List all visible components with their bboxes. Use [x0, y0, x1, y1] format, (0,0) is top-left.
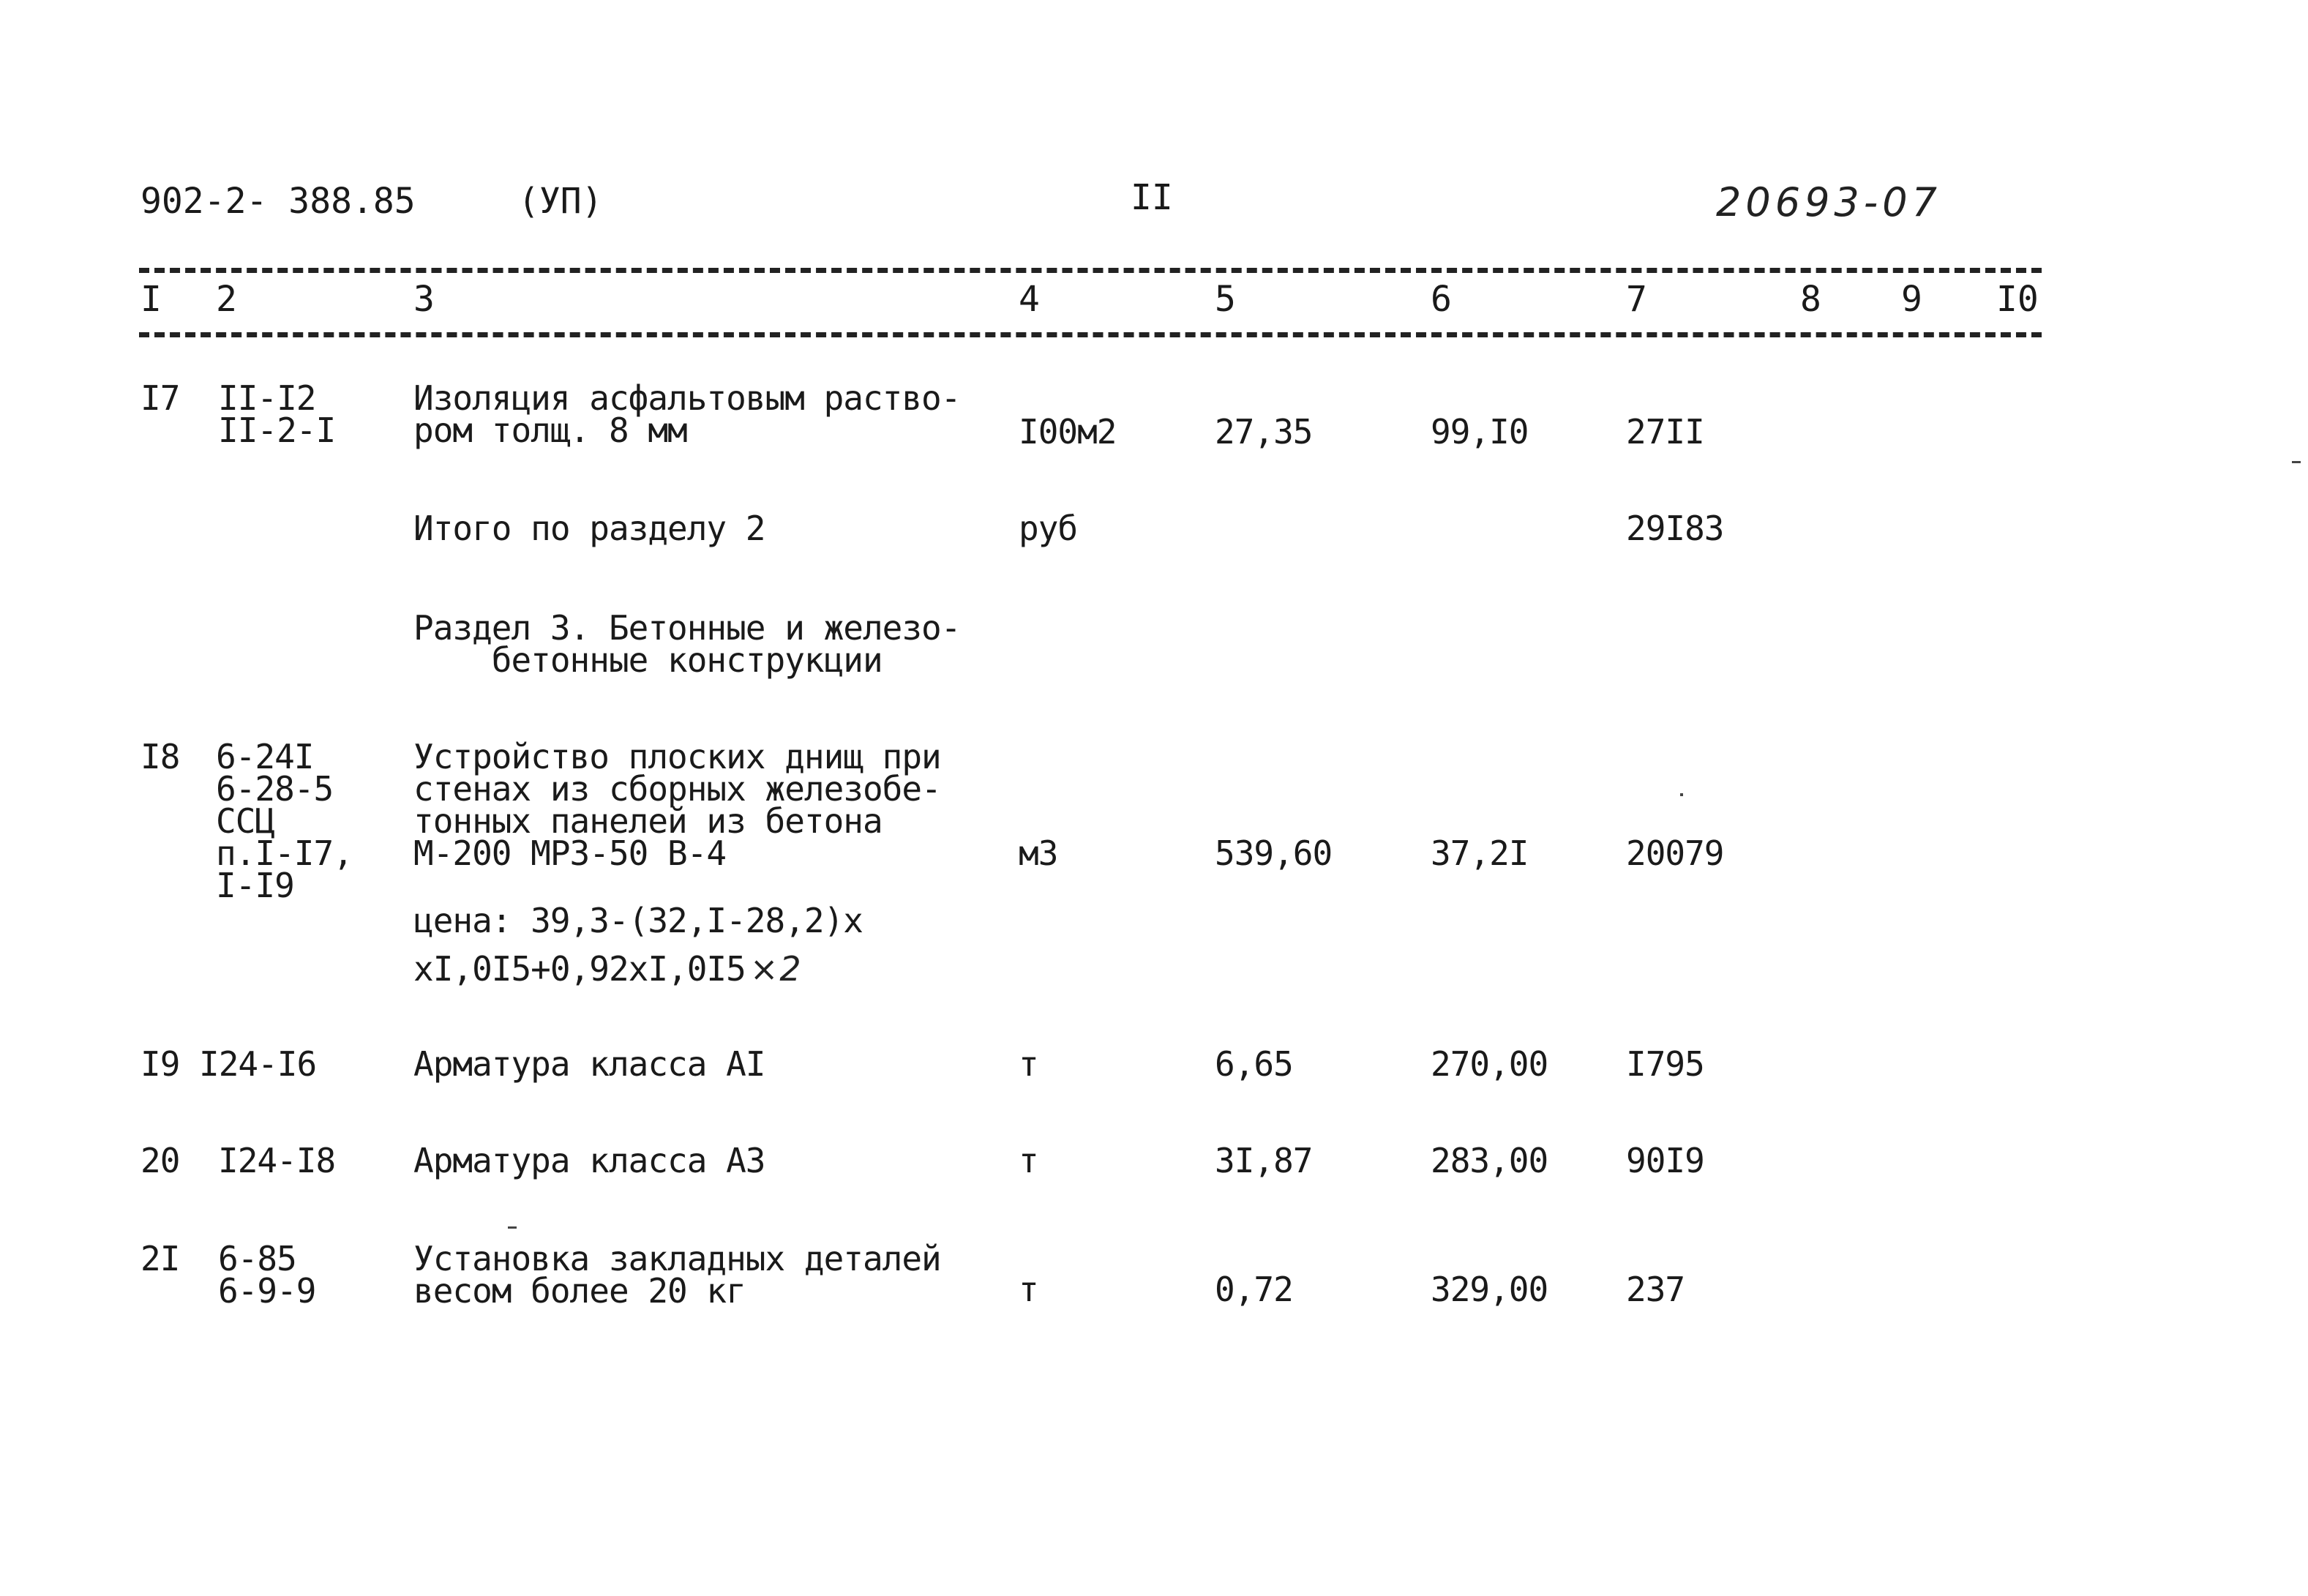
unit-price: 270,00 — [1431, 1044, 1548, 1084]
price-calculation-line — [413, 949, 803, 989]
document-code: 902-2- 388.85 — [140, 181, 416, 222]
section-heading: Раздел 3. Бетонные и железо- бетонные конструкции — [413, 608, 961, 680]
work-description: Арматура класса A3 — [413, 1141, 765, 1180]
quantity: 6,65 — [1215, 1044, 1293, 1084]
column-header: I0 — [1996, 279, 2039, 320]
quantity: 0,72 — [1215, 1270, 1293, 1309]
row-number: I9 — [140, 1044, 180, 1084]
total-cost: 20079 — [1626, 833, 1724, 873]
unit-price: 329,00 — [1431, 1270, 1548, 1309]
row-number: I7 — [140, 378, 180, 418]
unit: руб — [1019, 509, 1078, 548]
unit-price: 37,2I — [1431, 833, 1529, 873]
unit: м3 — [1019, 833, 1058, 873]
column-header: 7 — [1626, 279, 1647, 320]
quantity: 27,35 — [1215, 412, 1313, 452]
unit-price: 99,I0 — [1431, 412, 1529, 452]
work-description: Изоляция асфальтовым раство- ром толщ. 8 мм — [413, 378, 961, 450]
norm-code: 6-85 6-9-9 — [218, 1239, 316, 1311]
table-top-rule — [139, 268, 2042, 273]
total-cost: 90I9 — [1626, 1141, 1704, 1180]
scan-speck — [508, 1226, 517, 1229]
column-header: 8 — [1800, 279, 1821, 320]
unit: т — [1019, 1270, 1038, 1309]
handwritten-registration-number: 20693-07 — [1716, 179, 1941, 225]
scan-speck — [1680, 793, 1683, 796]
norm-code: I24-I8 — [218, 1141, 336, 1180]
unit: т — [1019, 1141, 1038, 1180]
column-header: 2 — [216, 279, 237, 320]
column-header: 5 — [1215, 279, 1236, 320]
handwritten-multiplier: ×2 — [749, 949, 803, 989]
unit: I00м2 — [1019, 412, 1117, 452]
quantity: 539,60 — [1215, 833, 1333, 873]
column-header: 9 — [1901, 279, 1922, 320]
work-description: Арматура класса AI — [413, 1044, 765, 1084]
total-cost: I795 — [1626, 1044, 1704, 1084]
total-cost: 29I83 — [1626, 509, 1724, 548]
norm-code: II-I2 II-2-I — [218, 378, 336, 450]
work-description: Устройство плоских днищ при стенах из сборных железобе- тонных панелей из бетона М-200 МРЗ-50 В-4 — [413, 737, 941, 873]
column-header: 3 — [413, 279, 435, 320]
scan-speck — [2292, 461, 2301, 463]
column-header: I — [140, 279, 162, 320]
work-description: Установка закладных деталей весом более 20 кг — [413, 1239, 941, 1311]
row-number: 20 — [140, 1141, 180, 1180]
section-total-label: Итого по разделу 2 — [413, 509, 765, 548]
price-calculation-line: цена: 39,3-(32,I-28,2)x — [413, 901, 863, 940]
row-number: 2I — [140, 1239, 180, 1278]
row-number: I8 — [140, 737, 180, 776]
price-calculation-text: xI,0I5+0,92xI,0I5 — [413, 949, 746, 989]
column-header: 6 — [1431, 279, 1452, 320]
norm-code: I24-I6 — [199, 1044, 317, 1084]
total-cost: 27II — [1626, 412, 1704, 452]
table-header-rule — [139, 332, 2042, 337]
total-cost: 237 — [1626, 1270, 1685, 1309]
unit: т — [1019, 1044, 1038, 1084]
norm-code: 6-24I 6-28-5 ССЦ п.I-I7, I-I9 — [216, 737, 353, 905]
column-header: 4 — [1019, 279, 1040, 320]
quantity: 3I,87 — [1215, 1141, 1313, 1180]
document-type: (УП) — [518, 181, 603, 222]
page-number: II — [1131, 177, 1173, 218]
unit-price: 283,00 — [1431, 1141, 1548, 1180]
